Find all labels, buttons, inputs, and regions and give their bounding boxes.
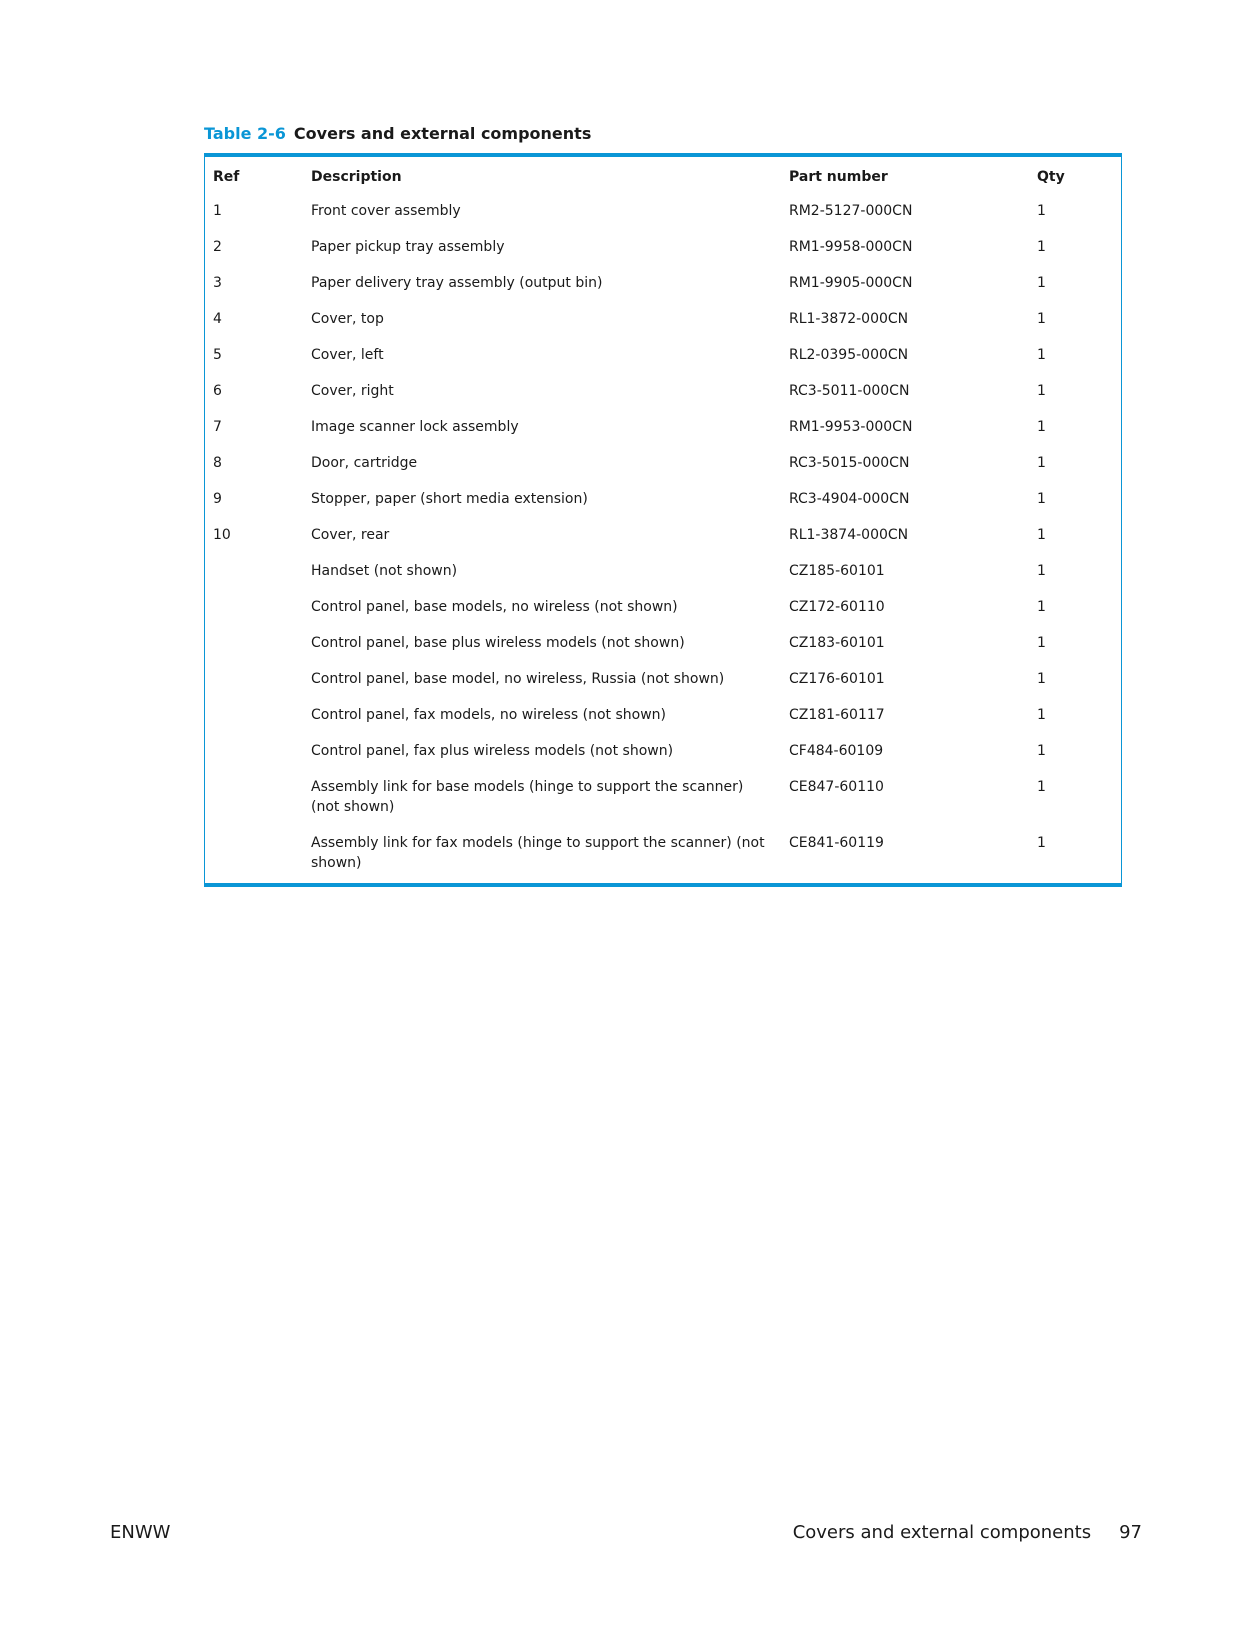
cell-description: Assembly link for base models (hinge to support the scanner) (not shown) [311, 779, 744, 815]
cell-part-number: RM1-9953-000CN [789, 419, 913, 435]
footer-page-number: 97 [1119, 1522, 1142, 1543]
cell-part-number: CZ181-60117 [789, 707, 885, 723]
cell-ref [205, 733, 303, 769]
cell-qty: 1 [1037, 491, 1046, 507]
table-row [205, 265, 1121, 301]
cell-description: Door, cartridge [311, 455, 418, 471]
cell-qty: 1 [1037, 671, 1046, 687]
table-row [205, 661, 1121, 697]
cell-ref [205, 825, 303, 883]
cell-ref: 10 [213, 527, 231, 543]
cell-qty: 1 [1037, 835, 1046, 851]
cell-qty: 1 [1037, 779, 1046, 795]
cell-part-number: CE841-60119 [789, 835, 884, 851]
cell-part-number: RL1-3872-000CN [789, 311, 909, 327]
cell-qty: 1 [1037, 599, 1046, 615]
cell-part-number: RM1-9958-000CN [789, 239, 913, 255]
table-caption-label: Table 2-6 [204, 124, 286, 143]
cell-part-number: RM2-5127-000CN [789, 203, 913, 219]
table-row [205, 229, 1121, 265]
table-row [205, 825, 1121, 883]
cell-ref: 6 [213, 383, 222, 399]
cell-part-number: CE847-60110 [789, 779, 884, 795]
cell-description: Paper pickup tray assembly [311, 239, 505, 255]
footer-section-title: Covers and external components [792, 1522, 1092, 1543]
cell-ref [205, 625, 303, 661]
cell-description: Cover, right [311, 383, 394, 399]
cell-ref: 2 [213, 239, 222, 255]
cell-description: Cover, left [311, 347, 384, 363]
header-part-number: Part number [789, 169, 888, 185]
cell-part-number: CZ185-60101 [789, 563, 885, 579]
cell-qty: 1 [1037, 455, 1046, 471]
cell-ref [205, 661, 303, 697]
cell-ref: 5 [213, 347, 222, 363]
cell-ref: 8 [213, 455, 222, 471]
cell-qty: 1 [1037, 563, 1046, 579]
table-row [205, 553, 1121, 589]
cell-qty: 1 [1037, 635, 1046, 651]
cell-ref: 9 [213, 491, 222, 507]
cell-description: Stopper, paper (short media extension) [311, 491, 588, 507]
cell-ref [205, 769, 303, 825]
cell-part-number: RL1-3874-000CN [789, 527, 909, 543]
cell-qty: 1 [1037, 347, 1046, 363]
cell-ref [205, 697, 303, 733]
header-ref: Ref [213, 169, 240, 185]
cell-part-number: CZ183-60101 [789, 635, 885, 651]
cell-part-number: RM1-9905-000CN [789, 275, 913, 291]
cell-ref: 1 [213, 203, 222, 219]
cell-part-number: RL2-0395-000CN [789, 347, 909, 363]
cell-qty: 1 [1037, 239, 1046, 255]
table-row [205, 301, 1121, 337]
header-qty: Qty [1037, 169, 1065, 185]
table-header-row [205, 157, 1121, 193]
table-row [205, 769, 1121, 825]
cell-part-number: RC3-4904-000CN [789, 491, 910, 507]
cell-qty: 1 [1037, 419, 1046, 435]
cell-ref: 4 [213, 311, 222, 327]
cell-ref [205, 553, 303, 589]
cell-qty: 1 [1037, 527, 1046, 543]
cell-description: Handset (not shown) [311, 563, 458, 579]
cell-qty: 1 [1037, 743, 1046, 759]
cell-ref: 3 [213, 275, 222, 291]
table-row [205, 373, 1121, 409]
cell-description: Cover, top [311, 311, 384, 327]
cell-description: Image scanner lock assembly [311, 419, 519, 435]
cell-qty: 1 [1037, 203, 1046, 219]
cell-description: Assembly link for fax models (hinge to support the scanner) (not shown) [311, 835, 765, 871]
parts-table [204, 153, 1122, 887]
table-row [205, 517, 1121, 553]
cell-description: Cover, rear [311, 527, 390, 543]
cell-qty: 1 [1037, 275, 1046, 291]
cell-part-number: RC3-5015-000CN [789, 455, 910, 471]
cell-description: Control panel, fax plus wireless models (not shown) [311, 743, 674, 759]
table-row [205, 697, 1121, 733]
cell-ref [205, 589, 303, 625]
table-caption-title: Covers and external components [293, 124, 592, 143]
cell-qty: 1 [1037, 707, 1046, 723]
cell-description: Control panel, fax models, no wireless (not shown) [311, 707, 667, 723]
table-row [205, 409, 1121, 445]
cell-description: Control panel, base models, no wireless (not shown) [311, 599, 678, 615]
table-row [205, 589, 1121, 625]
cell-part-number: CZ176-60101 [789, 671, 885, 687]
table-row [205, 733, 1121, 769]
table-caption [204, 124, 591, 143]
parts-table-grid [205, 157, 1121, 883]
cell-description: Paper delivery tray assembly (output bin) [311, 275, 603, 291]
cell-description: Front cover assembly [311, 203, 461, 219]
cell-part-number: RC3-5011-000CN [789, 383, 910, 399]
cell-ref: 7 [213, 419, 222, 435]
table-row [205, 481, 1121, 517]
cell-description: Control panel, base model, no wireless, Russia (not shown) [311, 671, 725, 687]
footer-right [793, 1522, 1142, 1543]
cell-part-number: CF484-60109 [789, 743, 884, 759]
table-row [205, 193, 1121, 229]
footer-publication-code: ENWW [110, 1522, 171, 1543]
table-row [205, 337, 1121, 373]
cell-description: Control panel, base plus wireless models (not shown) [311, 635, 685, 651]
table-body [205, 193, 1121, 883]
table-row [205, 445, 1121, 481]
cell-qty: 1 [1037, 311, 1046, 327]
table-row [205, 625, 1121, 661]
cell-qty: 1 [1037, 383, 1046, 399]
cell-part-number: CZ172-60110 [789, 599, 885, 615]
header-description: Description [311, 169, 402, 185]
